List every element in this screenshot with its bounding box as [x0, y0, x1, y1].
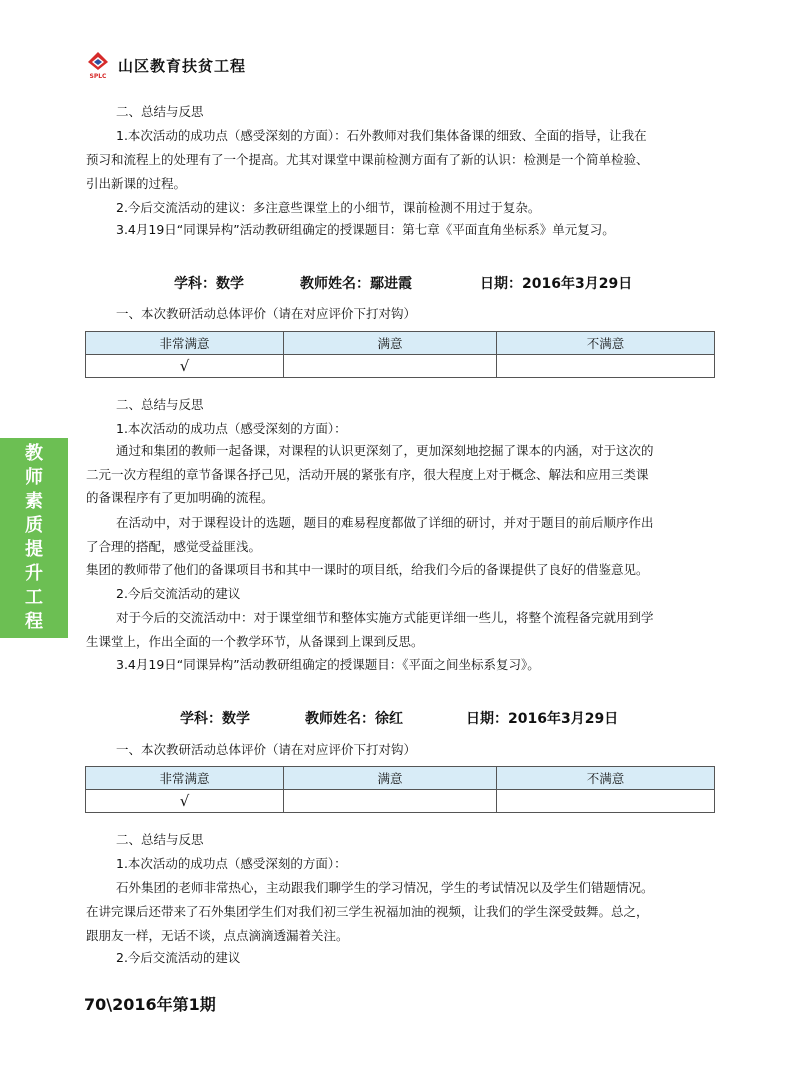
teacher-name: 教师姓名：徐红 — [305, 711, 403, 727]
side-tab-char: 质 — [25, 515, 43, 536]
paragraph-line: 跟朋友一样，无话不谈，点点滴滴透漏着关注。 — [86, 928, 349, 943]
teacher-name: 教师姓名：鄢进霞 — [300, 276, 412, 292]
subject-label: 学科：数学 — [174, 276, 244, 292]
paragraph-line: 的备课程序有了更加明确的流程。 — [86, 490, 274, 505]
paragraph-line: 通过和集团的教师一起备课，对课程的认识更深刻了，更加深刻地挖掘了课本的内涵，对于这次的 — [116, 443, 654, 458]
paragraph-line: 引出新课的过程。 — [86, 176, 187, 191]
empty-cell — [497, 790, 715, 813]
section-heading: 二、总结与反思 — [116, 397, 204, 412]
section-heading: 二、总结与反思 — [116, 832, 204, 847]
section-heading: 一、本次教研活动总体评价（请在对应评价下打对钩） — [116, 306, 417, 321]
table-header-row — [86, 767, 715, 790]
paragraph-line: 1.本次活动的成功点（感受深刻的方面）：石外教师对我们集体备课的细致、全面的指导，让我在 — [116, 128, 647, 143]
subject-label: 学科：数学 — [180, 711, 250, 727]
splc-logo-icon — [84, 50, 112, 80]
empty-cell — [497, 355, 715, 378]
checkmark-cell: √ — [86, 790, 284, 813]
header-very-satisfied: 非常满意 — [86, 767, 284, 790]
side-tab-char: 工 — [25, 587, 43, 608]
paragraph-line: 3.4月19日“同课异构”活动教研组确定的授课题目：第七章《平面直角坐标系》单元复习。 — [116, 222, 615, 237]
paragraph-line: 石外集团的老师非常热心，主动跟我们聊学生的学习情况，学生的考试情况以及学生们错题情况。 — [116, 880, 654, 895]
page-footer: 70\2016年第1期 — [84, 995, 216, 1014]
date-label: 日期：2016年3月29日 — [466, 711, 619, 727]
paragraph-line: 2.今后交流活动的建议 — [116, 950, 241, 965]
section-heading: 一、本次教研活动总体评价（请在对应评价下打对钩） — [116, 742, 417, 757]
table-header-row — [86, 332, 715, 355]
paragraph-line: 1.本次活动的成功点（感受深刻的方面）： — [116, 856, 347, 871]
header-satisfied: 满意 — [284, 767, 497, 790]
section-heading: 二、总结与反思 — [116, 104, 204, 119]
page-header — [84, 50, 246, 80]
table-row — [86, 790, 715, 813]
side-tab-char: 素 — [25, 491, 43, 512]
side-tab-char: 教 — [25, 443, 43, 464]
empty-cell — [284, 790, 497, 813]
side-section-tab — [0, 438, 68, 638]
evaluation-table — [85, 766, 715, 813]
paragraph-line: 对于今后的交流活动中：对于课堂细节和整体实施方式能更详细一些儿，将整个流程备完就用到学 — [116, 610, 654, 625]
header-satisfied: 满意 — [284, 332, 497, 355]
brand-title: 山区教育扶贫工程 — [118, 56, 247, 75]
checkmark-cell: √ — [86, 355, 284, 378]
logo-text: SPLC — [89, 73, 107, 80]
paragraph-line: 在活动中，对于课程设计的选题，题目的难易程度都做了详细的研讨，并对于题目的前后顺序作出 — [116, 515, 654, 530]
table-row — [86, 355, 715, 378]
paragraph-line: 3.4月19日“同课异构”活动教研组确定的授课题目：《平面之间坐标系复习》。 — [116, 657, 540, 672]
paragraph-line: 预习和流程上的处理有了一个提高。尤其对课堂中课前检测方面有了新的认识：检测是一个简单检验、 — [86, 152, 649, 167]
side-tab-char: 师 — [25, 467, 43, 488]
side-tab-char: 升 — [25, 563, 43, 584]
empty-cell — [284, 355, 497, 378]
paragraph-line: 二元一次方程组的章节备课各抒己见，活动开展的紧张有序，很大程度上对于概念、解法和应用三类课 — [86, 467, 649, 482]
paragraph-line: 在讲完课后还带来了石外集团学生们对我们初三学生祝福加油的视频，让我们的学生深受鼓舞。总之， — [86, 904, 649, 919]
evaluation-table — [85, 331, 715, 378]
paragraph-line: 了合理的搭配，感觉受益匪浅。 — [86, 539, 262, 554]
paragraph-line: 集团的教师带了他们的备课项目书和其中一课时的项目纸，给我们今后的备课提供了良好的借鉴意见。 — [86, 562, 649, 577]
header-unsatisfied: 不满意 — [497, 332, 715, 355]
paragraph-line: 2.今后交流活动的建议：多注意些课堂上的小细节，课前检测不用过于复杂。 — [116, 200, 541, 215]
paragraph-line: 1.本次活动的成功点（感受深刻的方面）： — [116, 421, 347, 436]
side-tab-char: 程 — [25, 611, 43, 632]
header-very-satisfied: 非常满意 — [86, 332, 284, 355]
header-unsatisfied: 不满意 — [497, 767, 715, 790]
paragraph-line: 生课堂上，作出全面的一个教学环节，从备课到上课到反思。 — [86, 634, 424, 649]
side-tab-char: 提 — [25, 539, 43, 560]
paragraph-line: 2.今后交流活动的建议 — [116, 586, 241, 601]
date-label: 日期：2016年3月29日 — [480, 276, 633, 292]
